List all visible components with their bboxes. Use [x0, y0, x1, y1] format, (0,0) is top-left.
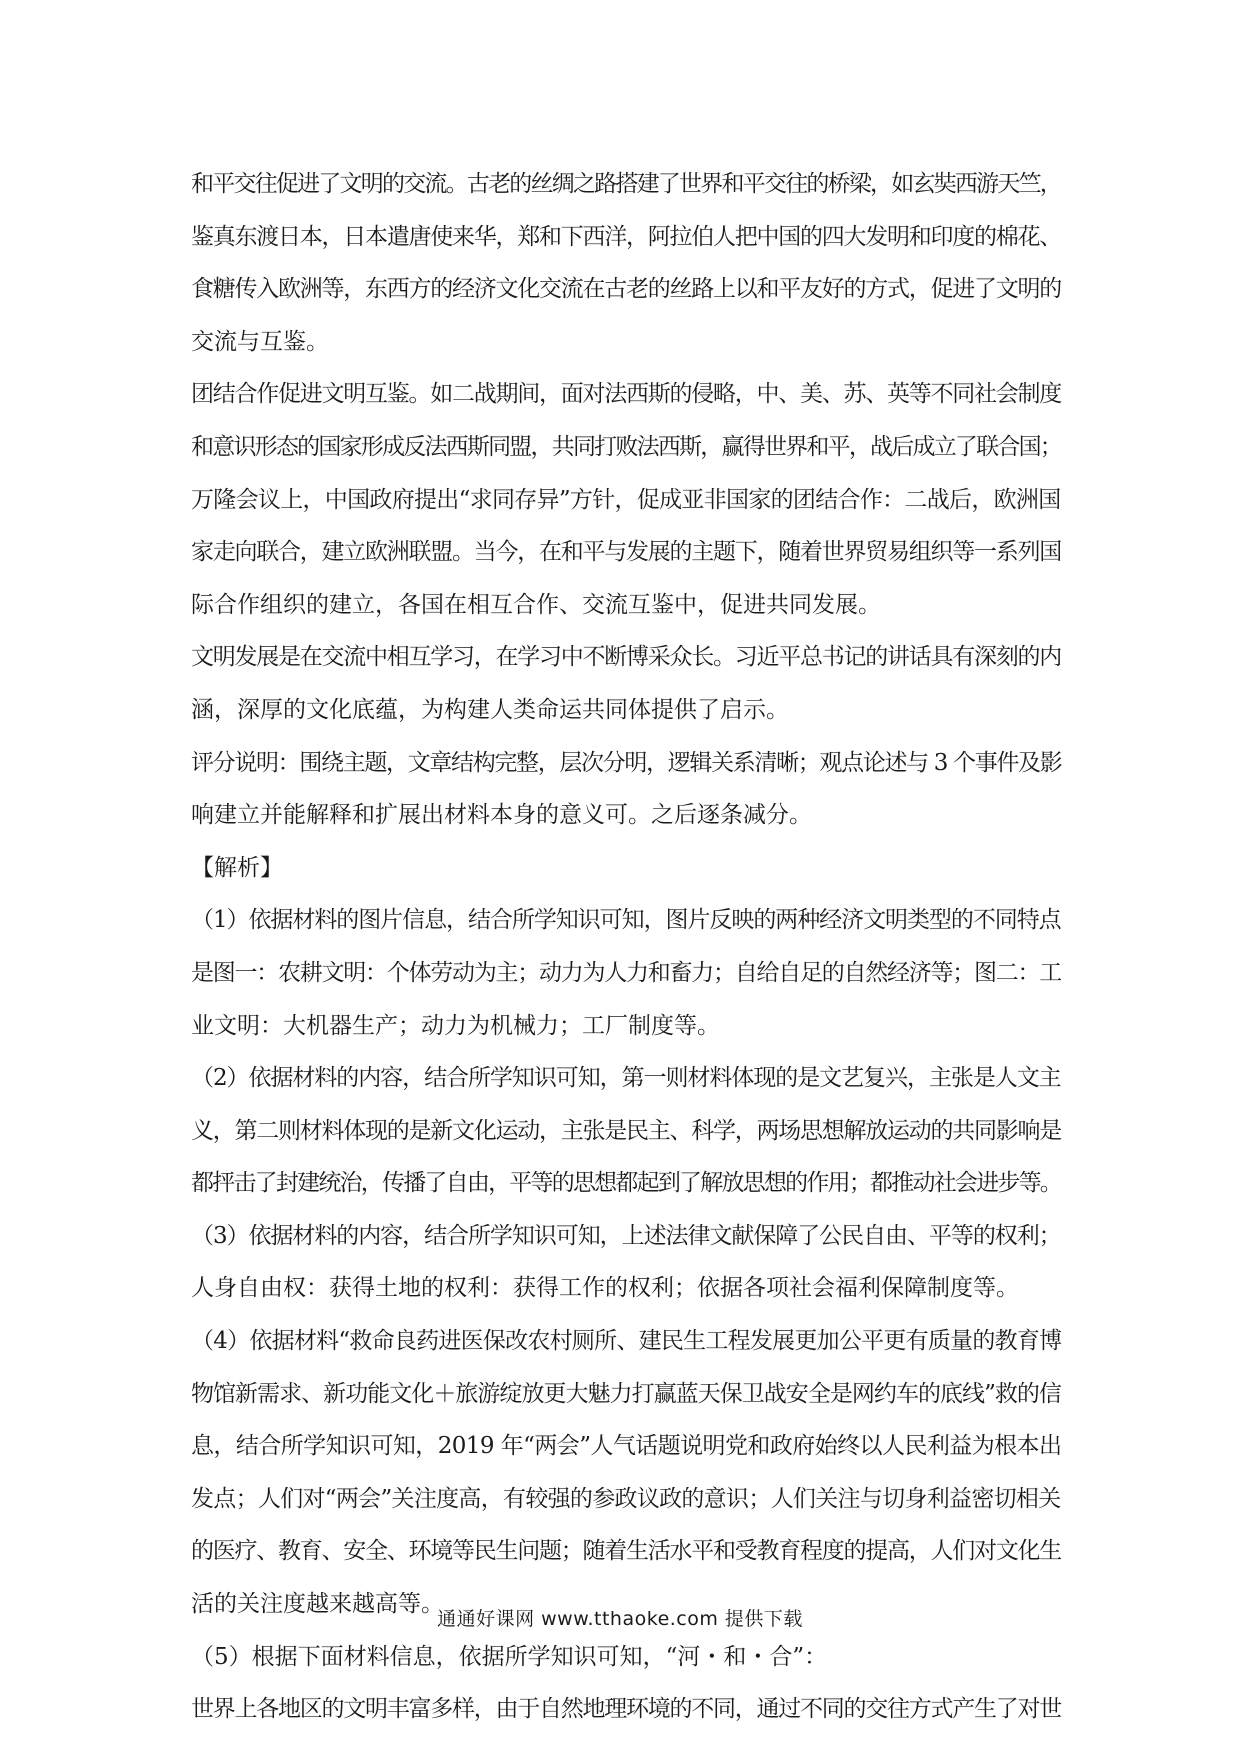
text-line: （5）根据下面材料信息，依据所学知识可知，“河・和・合”： [191, 1643, 828, 1670]
text-line: 业文明：大机器生产；动力为机械力；工厂制度等。 [191, 1012, 720, 1039]
text-line: 和平交往促进了文明的交流。古老的丝绸之路搭建了世界和平交往的桥梁，如玄奘西游天竺， [191, 171, 1062, 197]
text-line: 活的关注度越来越高等。 [191, 1591, 444, 1618]
text-line: 义，第二则材料体现的是新文化运动，主张是民主、科学，两场思想解放运动的共同影响是 [191, 1117, 1061, 1144]
text-line: （1）依据材料的图片信息，结合所学知识可知，图片反映的两种经济文明类型的不同特点 [191, 907, 1061, 934]
text-line: （4）依据材料“救命良药进医保改农村厕所、建民生工程发展更加公平更有质量的教育博 [191, 1328, 1062, 1355]
text-line: 的医疗、教育、安全、环境等民生问题；随着生活水平和受教育程度的提高，人们对文化生 [191, 1538, 1061, 1565]
text-line: 交流与互鉴。 [191, 328, 329, 355]
text-line: 际合作组织的建立，各国在相互合作、交流互鉴中，促进共同发展。 [191, 591, 881, 618]
text-line: 涵，深厚的文化底蕴，为构建人类命运共同体提供了启示。 [191, 696, 789, 723]
section-heading: 【解析】 [191, 854, 283, 881]
text-line: 息，结合所学知识可知，2019 年“两会”人气话题说明党和政府始终以人民利益为根本出 [191, 1433, 1062, 1460]
page-footer: 通通好课网 www.tthaoke.com 提供下载 [437, 1608, 803, 1630]
text-line: （3）依据材料的内容，结合所学知识可知，上述法律文献保障了公民自由、平等的权利； [191, 1222, 1061, 1249]
text-line: 世界上各地区的文明丰富多样，由于自然地理环境的不同，通过不同的交往方式产生了对世 [191, 1696, 1061, 1723]
text-line: 物馆新需求、新功能文化＋旅游绽放更大魅力打赢蓝天保卫战安全是网约车的底线”救的信 [191, 1380, 1061, 1407]
text-line: 评分说明：围绕主题，文章结构完整，层次分明，逻辑关系清晰；观点论述与 3 个事件及影 [191, 749, 1062, 776]
text-line: 人身自由权：获得土地的权利：获得工作的权利；依据各项社会福利保障制度等。 [191, 1275, 1019, 1302]
text-line: 鉴真东渡日本，日本遣唐使来华，郑和下西洋，阿拉伯人把中国的四大发明和印度的棉花、 [191, 223, 1061, 250]
text-line: 万隆会议上，中国政府提出“求同存异”方针，促成亚非国家的团结合作：二战后，欧洲国 [191, 486, 1061, 513]
text-line: 团结合作促进文明互鉴。如二战期间，面对法西斯的侵略，中、美、苏、英等不同社会制度 [191, 381, 1061, 408]
text-line: 响建立并能解释和扩展出材料本身的意义可。之后逐条减分。 [191, 802, 812, 829]
text-line: 发点；人们对“两会”关注度高，有较强的参政议政的意识；人们关注与切身利益密切相关 [191, 1485, 1061, 1512]
text-line: 食糖传入欧洲等，东西方的经济文化交流在古老的丝路上以和平友好的方式，促进了文明的 [191, 276, 1061, 303]
text-line: 文明发展是在交流中相互学习，在学习中不断博采众长。习近平总书记的讲话具有深刻的内 [191, 644, 1061, 671]
document-body [191, 158, 1061, 1736]
text-line: 家走向联合，建立欧洲联盟。当今，在和平与发展的主题下，随着世界贸易组织等一系列国 [191, 539, 1061, 566]
text-line: 是图一：农耕文明：个体劳动为主；动力为人力和畜力；自给自足的自然经济等；图二：工 [191, 959, 1061, 986]
text-line: （2）依据材料的内容，结合所学知识可知，第一则材料体现的是文艺复兴，主张是人文主 [191, 1065, 1061, 1092]
text-line: 都抨击了封建统治，传播了自由，平等的思想都起到了解放思想的作用；都推动社会进步等。 [191, 1170, 1062, 1197]
text-line: 和意识形态的国家形成反法西斯同盟，共同打败法西斯，赢得世界和平，战后成立了联合国； [191, 433, 1062, 460]
